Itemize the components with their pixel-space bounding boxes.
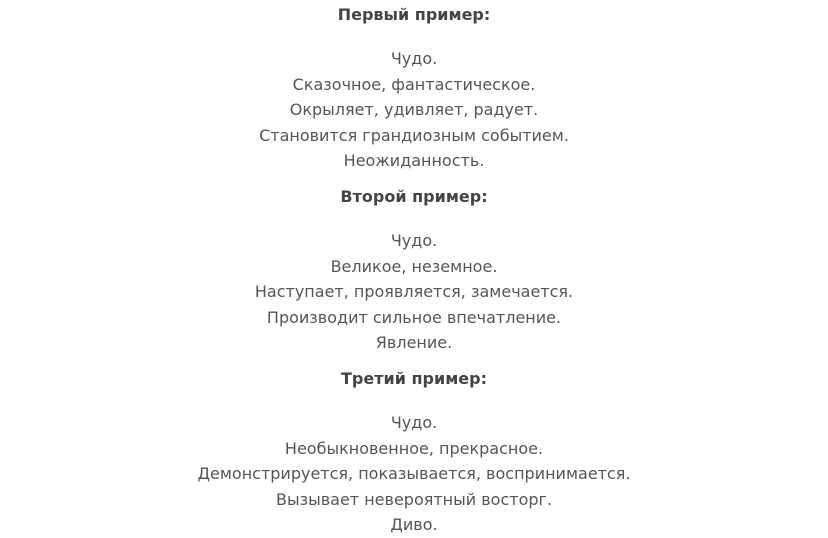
section-heading: Третий пример:: [341, 369, 487, 388]
text-line: Великое, неземное.: [330, 256, 498, 276]
example-section-2: [0, 187, 828, 356]
text-line: Становится грандиозным событием.: [259, 125, 569, 145]
cinquain-lines: [0, 410, 828, 538]
text-line: Демонстрируется, показывается, воспринимается.: [197, 464, 631, 483]
cinquain-lines: [0, 228, 828, 356]
text-line: Неожиданность.: [343, 151, 485, 170]
text-line: Наступает, проявляется, замечается.: [254, 282, 574, 301]
section-heading: Второй пример:: [340, 187, 488, 206]
text-line: Вызывает невероятный восторг.: [275, 489, 553, 509]
text-line: Сказочное, фантастическое.: [292, 74, 536, 94]
cinquain-lines: [0, 46, 828, 174]
section-heading: Первый пример:: [337, 5, 491, 24]
text-line: Производит сильное впечатление.: [266, 307, 562, 327]
text-line: Чудо.: [390, 231, 438, 250]
example-section-3: [0, 369, 828, 538]
text-line: Диво.: [390, 515, 438, 534]
text-line: Окрыляет, удивляет, радует.: [289, 100, 539, 119]
text-line: Чудо.: [390, 49, 438, 68]
text-line: Необыкновенное, прекрасное.: [284, 438, 544, 458]
example-section-1: [0, 5, 828, 174]
text-line: Явление.: [375, 333, 453, 352]
text-line: Чудо.: [390, 413, 438, 432]
